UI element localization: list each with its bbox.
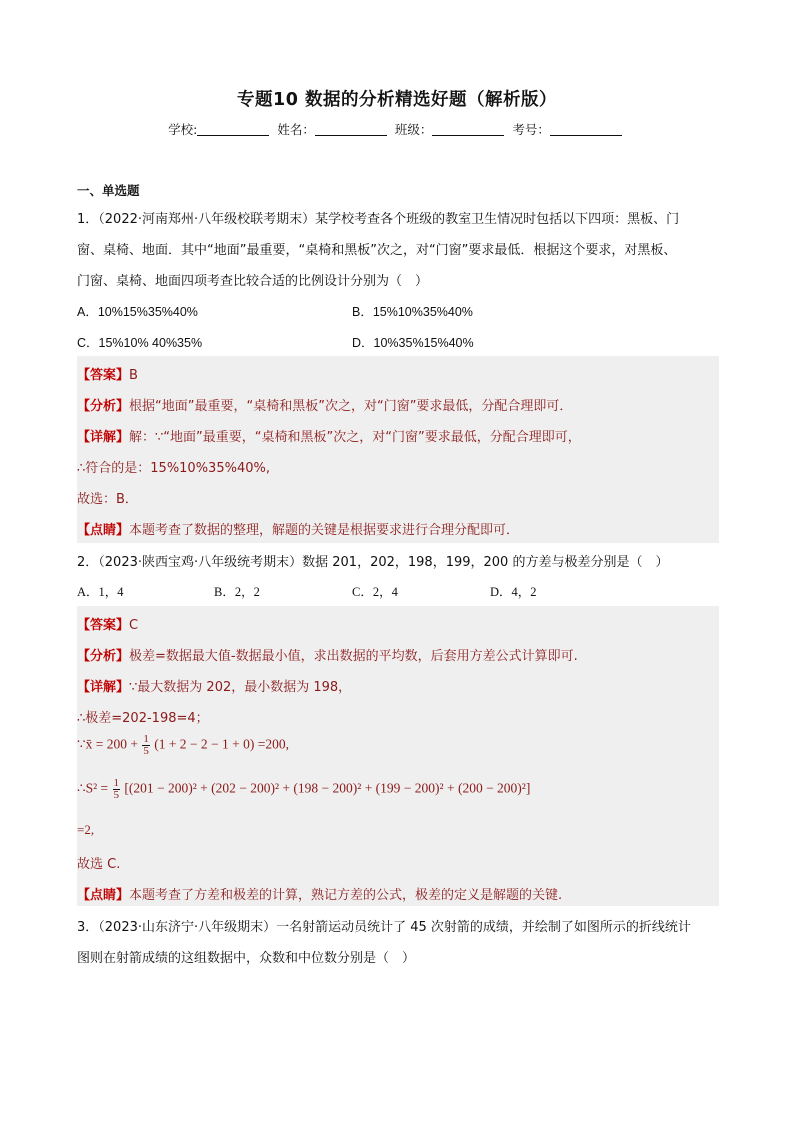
exam-no-blank (550, 123, 622, 136)
q1-answer: 【答案】B (77, 368, 138, 383)
q2-detail-1: 【详解】∵最大数据为 202，最小数据为 198， (77, 680, 352, 695)
analysis-tag: 【分析】 (77, 649, 130, 664)
fraction-one-fifth: $\frac{1}{5}$ (113, 777, 120, 801)
detail-tag: 【详解】 (77, 680, 130, 695)
student-info-line (0, 120, 794, 138)
q1-stem-line-2: 窗、桌椅、地面．其中“地面”最重要，“桌椅和黑板”次之，对“门窗”要求最低．根据这个要求，对黑板、 (77, 243, 677, 258)
q1-option-a: A．10%15%35%40% (77, 305, 198, 319)
q2-choose: 故选 C. (77, 857, 121, 872)
class-blank (432, 123, 504, 136)
school-label: 学校: (168, 122, 198, 137)
exam-no-label: 考号： (512, 122, 550, 137)
q2-analysis: 【分析】极差=数据最大值-数据最小值，求出数据的平均数，后套用方差公式计算即可. (77, 649, 578, 664)
q2-option-a: A．1，4 (77, 585, 124, 599)
q2-option-d: D．4，2 (490, 585, 537, 599)
q1-option-b: B．15%10%35%40% (352, 305, 473, 319)
comment-tag: 【点睛】 (77, 523, 130, 538)
answer-tag: 【答案】 (77, 368, 130, 383)
q3-stem-line-2: 图则在射箭成绩的这组数据中，众数和中位数分别是（ ） (77, 951, 416, 966)
q2-mean-formula: ∵x̄ = 200 + $\frac{1}{5}$ (1 + 2 − 2 − 1 + 0) =200, (77, 733, 290, 757)
answer-tag: 【答案】 (77, 618, 130, 633)
q1-solution-box (77, 356, 719, 543)
q1-analysis: 【分析】根据“地面”最重要，“桌椅和黑板”次之，对“门窗”要求最低，分配合理即可． (77, 399, 573, 414)
q1-comment: 【点睛】本题考查了数据的整理，解题的关键是根据要求进行合理分配即可． (77, 523, 520, 538)
q1-option-c: C．15%10% 40%35% (77, 336, 203, 350)
comment-tag: 【点睛】 (77, 888, 130, 903)
q3-stem-line-1: 3．（2023·山东济宁·八年级期末）一名射箭运动员统计了 45 次射箭的成绩，并绘制了如图所示的折线统计 (77, 920, 691, 935)
fraction-one-fifth: $\frac{1}{5}$ (143, 733, 149, 757)
section-title: 一、单选题 (77, 183, 140, 198)
q2-comment: 【点睛】本题考查了方差和极差的计算，熟记方差的公式，极差的定义是解题的关键. (77, 888, 563, 903)
q1-detail-1: 【详解】解：∵“地面”最重要，“桌椅和黑板”次之，对“门窗”要求最低，分配合理即可， (77, 430, 581, 445)
detail-tag: 【详解】 (77, 430, 130, 445)
school-blank (197, 123, 269, 136)
q2-answer: 【答案】C (77, 618, 139, 633)
q2-variance-formula: ∴S² = $\frac{1}{5}$ [(201 − 200)² + (202 − 200)² + (198 − 200)² + (199 − 200)² + (200 − 200)²] (77, 777, 531, 801)
q1-stem-line-3: 门窗、桌椅、地面四项考查比较合适的比例设计分别为（ ） (77, 274, 429, 289)
page-title: 专题10 数据的分析精选好题（解析版） (237, 90, 557, 110)
q2-detail-2: ∴极差=202-198=4； (77, 711, 209, 726)
q1-option-d: D．10%35%15%40% (352, 336, 474, 350)
name-label: 姓名： (277, 122, 315, 137)
q2-option-c: C．2，4 (352, 585, 398, 599)
class-label: 班级： (394, 122, 433, 137)
q2-stem-line-1: 2．（2023·陕西宝鸡·八年级统考期末）数据 201，202，198，199，200 的方差与极差分别是（ ） (77, 555, 669, 570)
q2-option-b: B．2，2 (214, 585, 260, 599)
q2-result: =2, (77, 822, 95, 837)
name-blank (315, 123, 387, 136)
q1-detail-2: ∴符合的是：15%10%35%40%, (77, 461, 270, 476)
q1-detail-3: 故选：B． (77, 492, 138, 507)
analysis-tag: 【分析】 (77, 399, 130, 414)
q1-stem-line-1: 1．（2022·河南郑州·八年级校联考期末）某学校考查各个班级的教室卫生情况时包括以下四项：黑板、门 (77, 212, 680, 227)
